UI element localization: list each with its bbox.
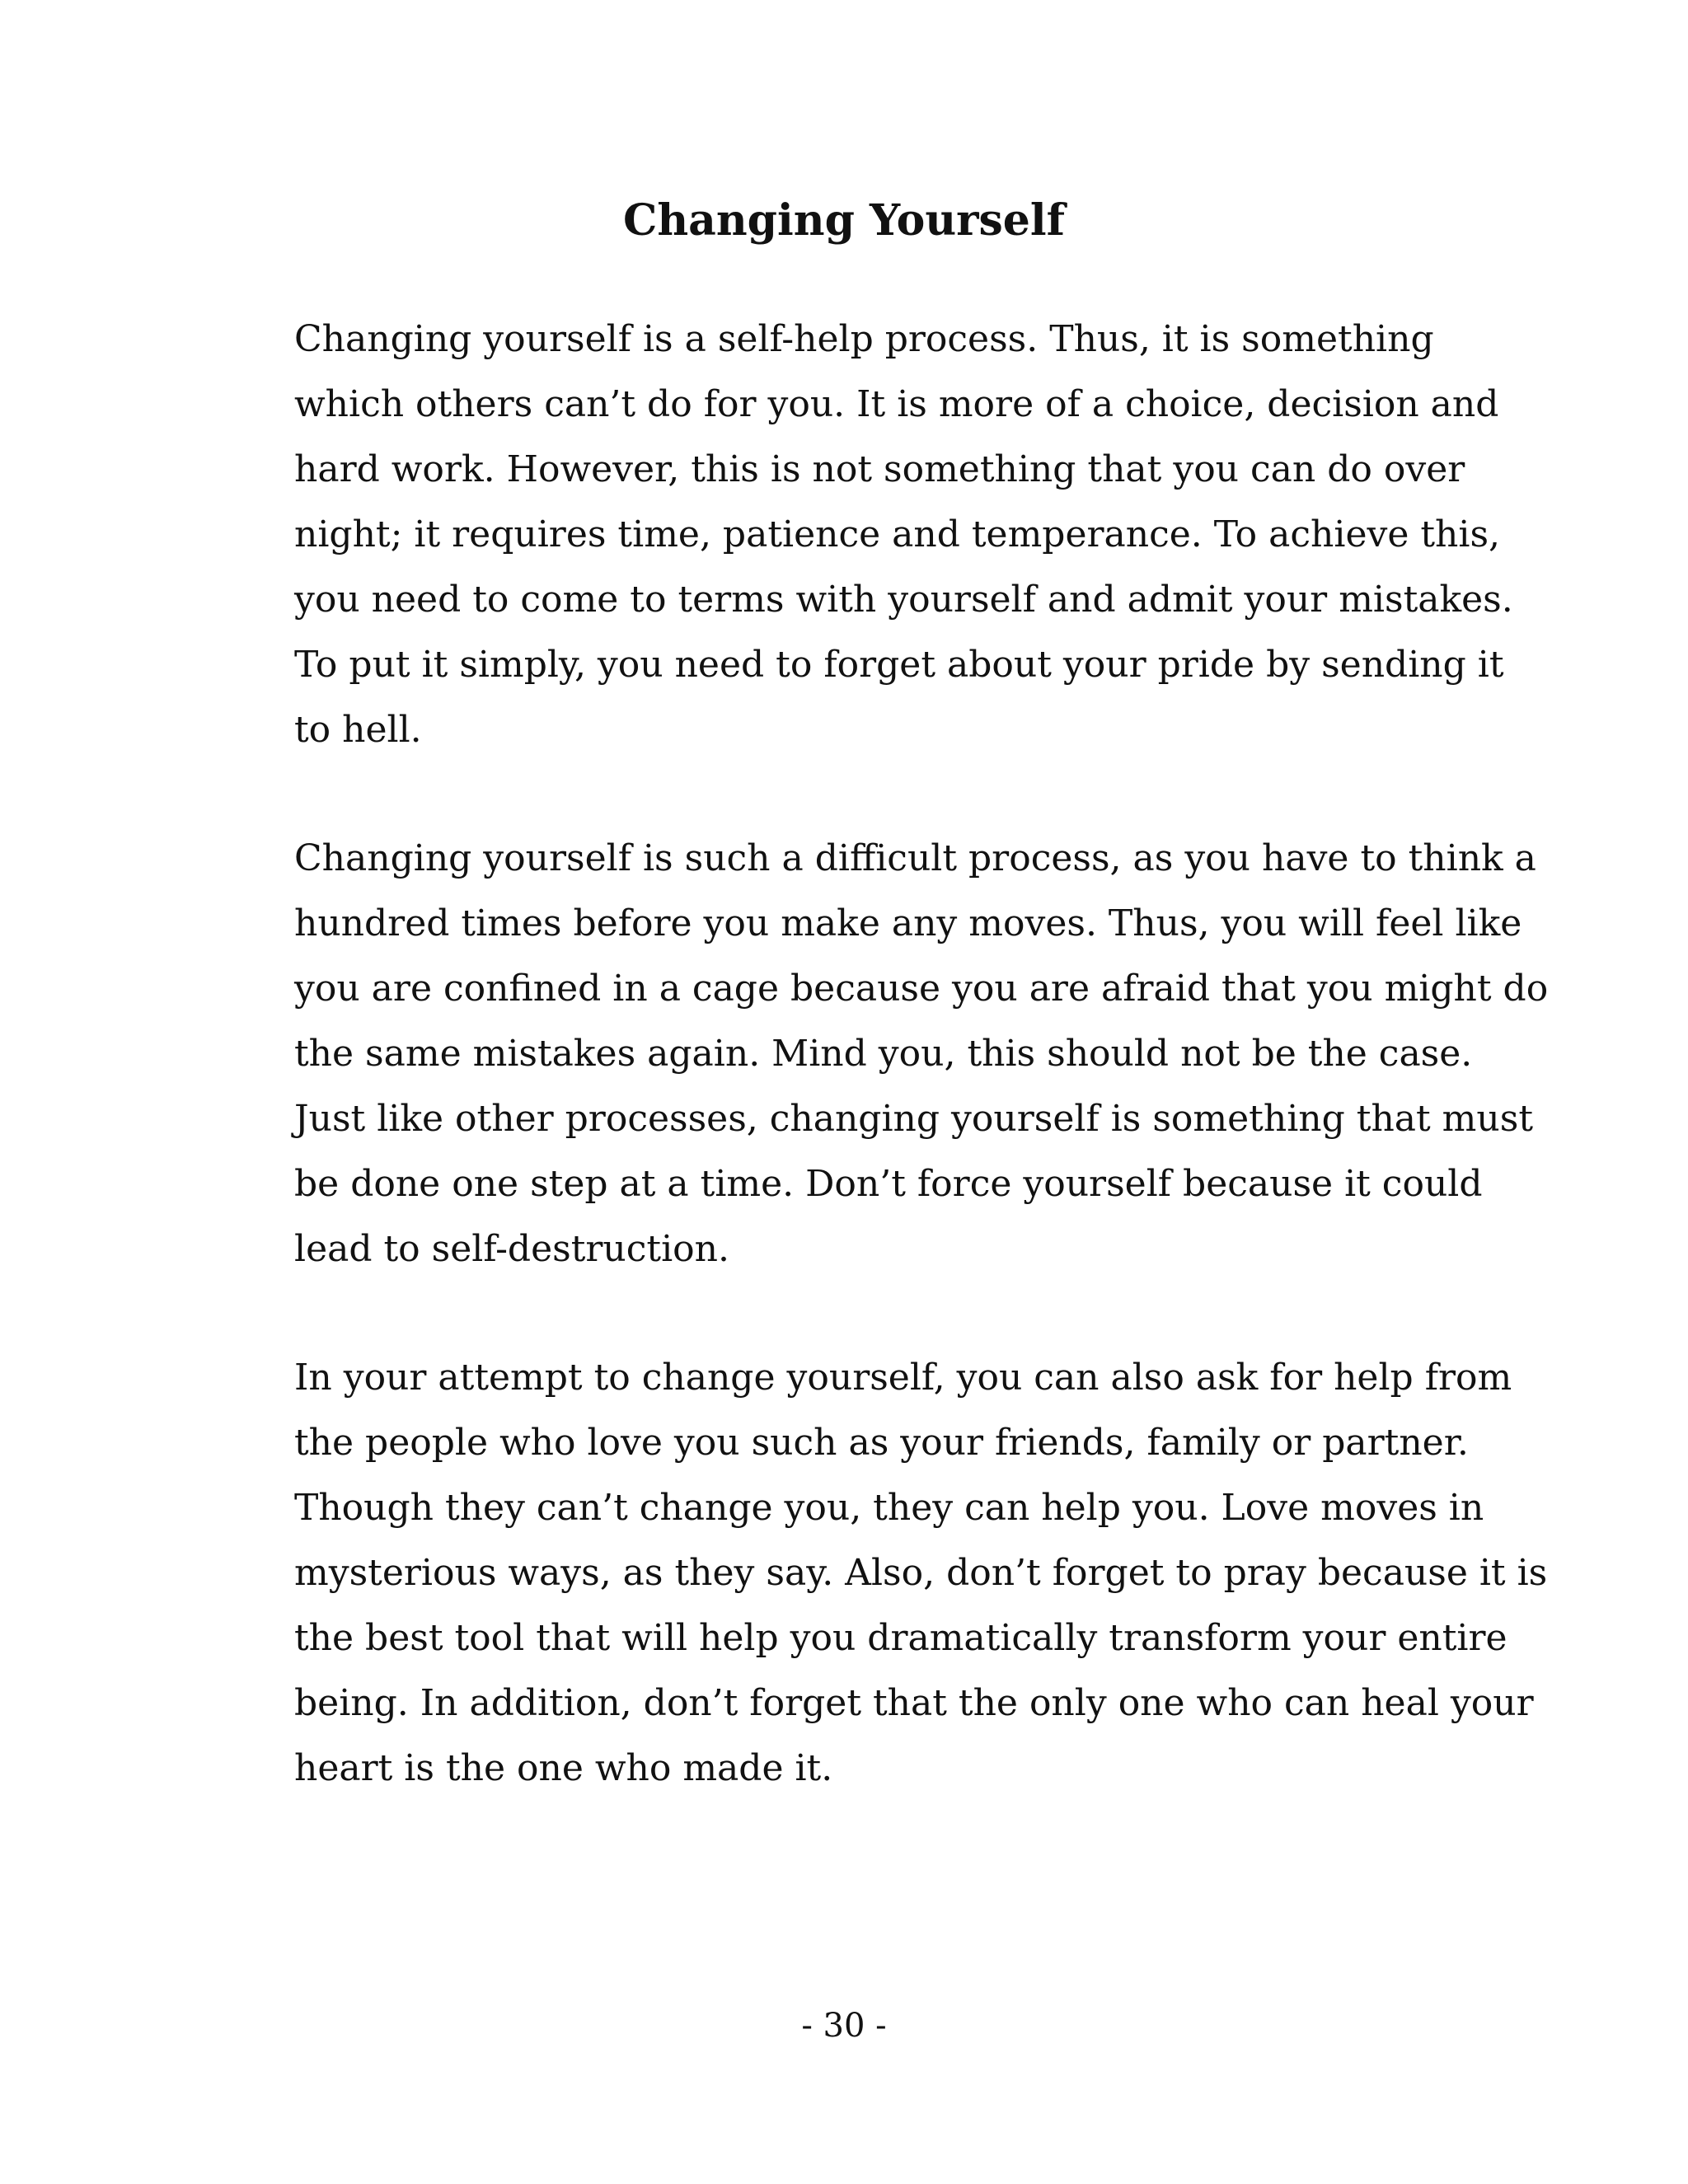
paragraph-line: be done one step at a time. Don’t force yourself because it could xyxy=(294,1163,1483,1205)
paragraph-line: Just like other processes, changing yourself is something that must xyxy=(294,1098,1534,1140)
paragraph-2 xyxy=(294,826,1549,1282)
paragraph-line: To put it simply, you need to forget about your pride by sending it xyxy=(294,644,1504,686)
paragraph-line: night; it requires time, patience and temperance. To achieve this, xyxy=(294,513,1501,555)
paragraph-line: mysterious ways, as they say. Also, don’t forget to pray because it is xyxy=(294,1552,1548,1594)
paragraph-3 xyxy=(294,1345,1548,1801)
paragraph-line: Though they can’t change you, they can help you. Love moves in xyxy=(294,1487,1484,1529)
paragraph-line: you need to come to terms with yourself and admit your mistakes. xyxy=(294,579,1513,621)
paragraph-line: In your attempt to change yourself, you can also ask for help from xyxy=(294,1357,1512,1399)
paragraph-line: the people who love you such as your friends, family or partner. xyxy=(294,1422,1469,1464)
paragraph-line: the best tool that will help you dramatically transform your entire xyxy=(294,1617,1507,1659)
page-number: - 30 - xyxy=(801,2007,887,2045)
paragraph-1 xyxy=(294,307,1513,762)
paragraph-line: lead to self-destruction. xyxy=(294,1228,729,1270)
paragraph-line: hard work. However, this is not something that you can do over xyxy=(294,448,1465,490)
paragraph-line: the same mistakes again. Mind you, this should not be the case. xyxy=(294,1033,1473,1075)
paragraph-line: to hell. xyxy=(294,709,422,751)
paragraph-line: Changing yourself is such a difficult process, as you have to think a xyxy=(294,837,1536,879)
paragraph-line: being. In addition, don’t forget that the only one who can heal your xyxy=(294,1682,1534,1724)
paragraph-line: you are confined in a cage because you are afraid that you might do xyxy=(294,968,1549,1010)
paragraph-line: Changing yourself is a self-help process. Thus, it is something xyxy=(294,318,1434,360)
paragraph-line: hundred times before you make any moves. Thus, you will feel like xyxy=(294,902,1522,944)
paragraph-line: heart is the one who made it. xyxy=(294,1747,833,1789)
page-title: Changing Yourself xyxy=(622,195,1066,246)
paragraph-line: which others can’t do for you. It is more of a choice, decision and xyxy=(294,383,1499,425)
